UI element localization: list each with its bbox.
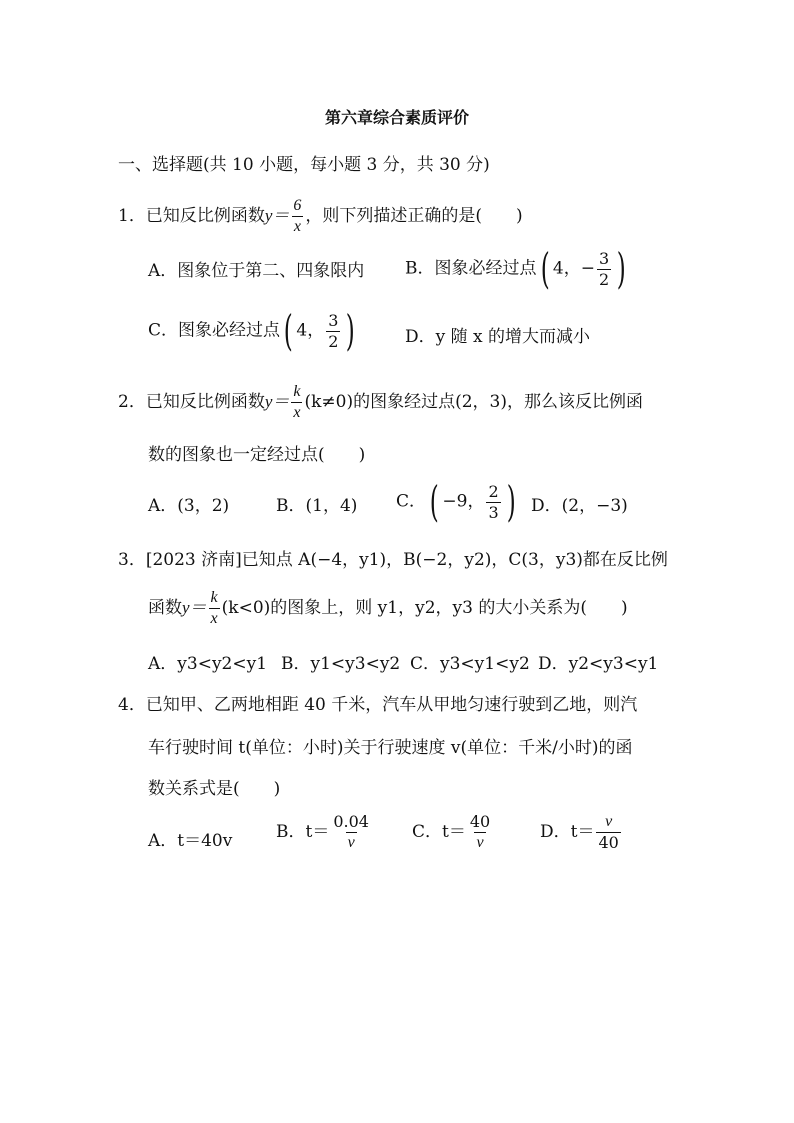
question-stem: 已知反比例函数	[145, 206, 265, 226]
q2-option-a: A．(3，2)	[148, 496, 230, 516]
q1-option-d: D．y 随 x 的增大而减小	[405, 327, 591, 347]
point-x: 4，	[296, 320, 325, 341]
q4-option-a: A．t＝40v	[148, 831, 233, 851]
option-text: D．t＝	[540, 822, 595, 842]
q4-option-c	[412, 814, 494, 851]
option-text: B．图象必经过点	[405, 258, 537, 279]
question-2-line2: 数的图象也一定经过点( )	[148, 445, 366, 465]
left-paren-icon: (	[283, 306, 293, 355]
fraction	[291, 198, 303, 235]
formula-lhs: y＝	[182, 598, 207, 617]
question-stem: 函数	[148, 598, 182, 618]
question-number: 2．	[118, 392, 146, 412]
formula-lhs: y＝	[264, 392, 290, 411]
q4-option-b	[276, 814, 373, 851]
fraction	[486, 481, 500, 522]
option-text: C．图象必经过点	[148, 320, 281, 341]
fraction-denominator: x	[293, 218, 301, 235]
fraction-numerator: k	[210, 589, 218, 606]
fraction-denominator: 3	[488, 502, 499, 522]
question-number: 4．	[118, 695, 146, 715]
fraction	[596, 814, 620, 851]
q1-option-c	[148, 306, 359, 355]
question-stem: [2023 济南]已知点 A(−4，y1)，B(−2，y2)，C(3，y3)都在反比例	[145, 550, 668, 570]
fraction-denominator: 2	[328, 331, 339, 351]
question-number: 3．	[118, 550, 146, 570]
fraction-denominator: v	[347, 834, 355, 851]
fraction	[468, 814, 492, 851]
fraction	[326, 310, 340, 351]
left-paren-icon: (	[429, 477, 439, 526]
point-x: −9，	[442, 491, 485, 512]
q1-option-a: A．图象位于第二、四象限内	[148, 261, 365, 281]
question-stem: 已知甲、乙两地相距 40 千米，汽车从甲地匀速行驶到乙地，则汽	[145, 695, 638, 715]
question-1	[118, 198, 523, 235]
question-number: 1．	[118, 206, 146, 226]
question-stem-end: (k≠0)的图象经过点(2，3)，那么该反比例函	[304, 392, 644, 412]
q2-option-c	[396, 477, 519, 526]
q1-option-b	[405, 244, 630, 293]
question-4-line2: 车行驶时间 t(单位：小时)关于行驶速度 v(单位：千米/小时)的函	[148, 738, 633, 758]
question-4-line3: 数关系式是( )	[148, 779, 281, 799]
question-3	[118, 545, 668, 570]
page-title: 第六章综合素质评价	[324, 108, 469, 127]
fraction-denominator: x	[293, 404, 301, 421]
q3-option-d: D．y2<y3<y1	[538, 654, 659, 674]
fraction-numerator: k	[293, 383, 301, 400]
option-text: C．t＝	[412, 822, 466, 842]
minus-sign: −	[580, 258, 595, 279]
section-heading: 一、选择题(共 10 小题，每小题 3 分，共 30 分)	[118, 155, 490, 175]
q3-option-c: C．y3<y1<y2	[410, 654, 530, 674]
q2-option-b: B．(1，4)	[276, 496, 358, 516]
fraction	[597, 248, 611, 289]
fraction-denominator: 40	[598, 833, 619, 852]
q2-option-d: D．(2，−3)	[531, 496, 628, 516]
q3-option-b: B．y1<y3<y2	[281, 654, 401, 674]
fraction	[331, 814, 371, 851]
option-label: C．	[396, 491, 427, 512]
fraction	[291, 384, 302, 421]
fraction-numerator: 2	[488, 481, 499, 501]
fraction-numerator: 3	[598, 248, 610, 268]
question-3-line2	[148, 590, 628, 627]
fraction-numerator: 3	[328, 310, 339, 330]
right-paren-icon: )	[506, 477, 516, 526]
question-4	[118, 690, 637, 715]
fraction-numerator: v	[605, 813, 613, 830]
q4-option-d	[540, 814, 623, 851]
point-x: 4，	[552, 258, 581, 279]
question-stem: 已知反比例函数	[145, 392, 265, 412]
fraction	[209, 590, 220, 627]
fraction-numerator: 0.04	[333, 812, 369, 831]
formula-lhs: y＝	[264, 206, 290, 225]
right-paren-icon: )	[346, 306, 356, 355]
fraction-numerator: 6	[293, 197, 302, 214]
right-paren-icon: )	[616, 244, 626, 293]
q3-option-a: A．y3<y2<y1	[148, 654, 268, 674]
question-stem-end: (k<0)的图象上，则 y1，y2，y3 的大小关系为( )	[221, 598, 628, 618]
fraction-denominator: 2	[598, 269, 610, 289]
fraction-numerator: 40	[469, 812, 491, 831]
question-2	[118, 384, 643, 421]
left-paren-icon: (	[540, 244, 550, 293]
option-text: B．t＝	[276, 822, 330, 842]
fraction-denominator: v	[476, 834, 484, 851]
question-stem-end: ，则下列描述正确的是( )	[305, 206, 523, 226]
fraction-denominator: x	[210, 610, 218, 627]
